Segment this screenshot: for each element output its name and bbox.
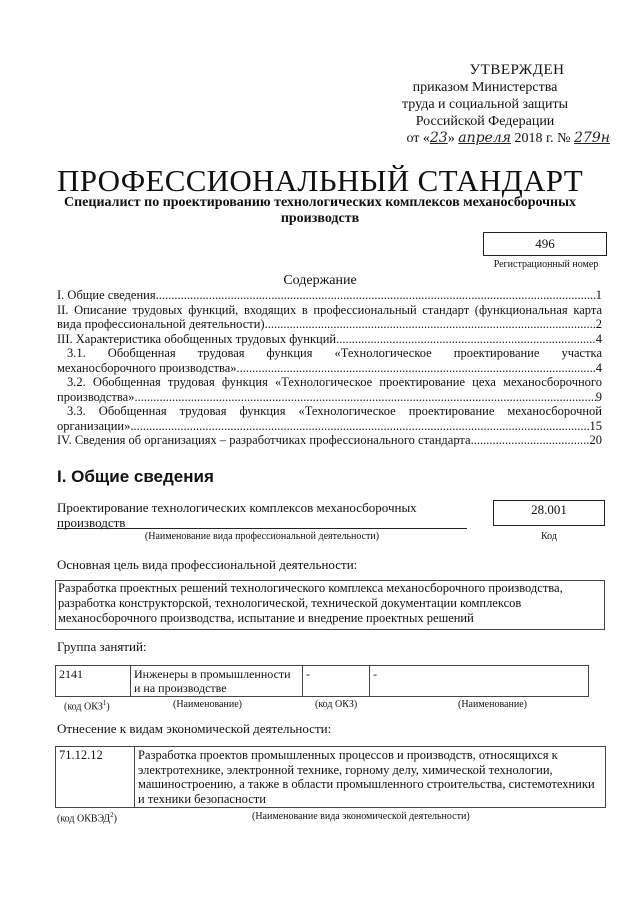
toc-item-label: вида профессиональной деятельности) <box>57 317 265 331</box>
toc-item-page: 15 <box>589 418 602 433</box>
toc-item[interactable] <box>57 288 602 303</box>
toc-item-label: 3.2. Обобщенная трудовая функция «Технологическое проектирование цеха механосборочного <box>67 375 602 389</box>
okz-caption: (код ОКЗ$^1$) <box>64 699 110 713</box>
toc-item-label: 3.3. Обобщенная трудовая функция «Технологическое проектирование механосборочной <box>67 404 602 418</box>
approval-block <box>360 62 610 147</box>
okved-code-caption: (код ОКВЭД$^2$) <box>57 811 117 825</box>
registration-label: Регистрационный номер <box>493 259 599 270</box>
toc-item-label: II. Описание трудовых функций, входящих в профессиональный стандарт (функциональная карта <box>57 302 602 317</box>
toc-item-label: организации» <box>57 418 131 433</box>
approval-title: УТВЕРЖДЕН <box>469 62 565 78</box>
okz-name-cell: - <box>370 666 589 697</box>
toc-item-label: механосборочного производства» <box>57 360 237 375</box>
group-label: Группа занятий: <box>57 639 147 654</box>
toc-item-label: производства» <box>57 389 135 404</box>
date-year: 2018 г. № <box>511 131 575 146</box>
toc-leader <box>265 317 596 332</box>
okved-name-cell: Разработка проектов промышленных процессов и производств, относящихся к электротехнике, электронной технике, горному делу, химической технологии, машиностроению, а также в области промышленного строительства, системотехники и техники безопасности <box>135 747 606 808</box>
okz-caption: (код ОКЗ) <box>315 699 358 710</box>
table-of-contents <box>57 288 602 448</box>
toc-item[interactable] <box>57 375 602 404</box>
activity-code-caption: Код <box>541 531 557 542</box>
toc-leader <box>134 390 595 405</box>
occupation-group-table <box>55 665 589 697</box>
date-month: апреля <box>458 130 512 146</box>
toc-item[interactable] <box>57 303 602 332</box>
toc-heading: Содержание <box>283 273 357 288</box>
activity-kind-caption: (Наименование вида профессиональной деятельности) <box>144 531 380 542</box>
name-caption: (Наименование) <box>458 699 527 710</box>
date-day: 23 <box>429 130 448 146</box>
okved-label: Отнесение к видам экономической деятельности: <box>57 721 332 736</box>
footnote-mark: 1 <box>102 699 107 707</box>
document-title: ПРОФЕССИОНАЛЬНЫЙ СТАНДАРТ <box>57 163 583 198</box>
okz-caption-text: (код ОКЗ <box>64 701 103 713</box>
okz-code-cell: 2141 <box>56 666 131 697</box>
footnote-mark: 2 <box>110 811 114 819</box>
okz-name-cell: Инженеры в промышленности и на производстве <box>131 666 303 697</box>
toc-leader <box>336 332 596 347</box>
toc-item-page: 4 <box>595 360 602 375</box>
approval-line: труда и социальной защиты <box>402 97 568 112</box>
toc-item[interactable] <box>57 332 602 347</box>
toc-item-page: 2 <box>595 317 602 331</box>
section-heading: I. Общие сведения <box>57 467 214 486</box>
toc-item-page: 1 <box>595 288 602 302</box>
date-mid: » <box>447 131 459 146</box>
toc-item-page: 20 <box>589 433 602 447</box>
toc-item-label: IV. Сведения об организациях – разработчиках профессионального стандарта <box>57 433 471 447</box>
okved-name-caption: (Наименование вида экономической деятельности) <box>252 811 470 822</box>
approval-date <box>360 130 610 147</box>
approval-line: Российской Федерации <box>415 114 555 129</box>
goal-text: Разработка проектных решений технологического комплекса механосборочного производства, разработка конструкторской, технологической, технической документации комплексов механосборочного производства, испытание и внедрение проектных решений <box>55 580 605 630</box>
toc-item-label: III. Характеристика обобщенных трудовых функций <box>57 331 337 346</box>
toc-leader <box>130 419 589 434</box>
toc-item[interactable] <box>57 346 602 375</box>
toc-item[interactable] <box>57 404 602 433</box>
toc-leader <box>156 288 596 303</box>
toc-item-label: 3.1. Обобщенная трудовая функция «Технологическое проектирование участка <box>67 346 602 360</box>
activity-kind-name: Проектирование технологических комплексов механосборочных производств <box>57 500 417 530</box>
okz-code-cell: - <box>303 666 370 697</box>
document-subtitle: Специалист по проектированию технологических комплексов механосборочных производств <box>63 195 577 226</box>
activity-code: 28.001 <box>493 500 605 526</box>
toc-item[interactable] <box>57 433 602 448</box>
okved-caption-text: (код ОКВЭД <box>57 813 111 825</box>
toc-item-label: I. Общие сведения <box>57 288 156 302</box>
toc-item-page: 4 <box>595 331 602 346</box>
toc-leader <box>237 361 596 376</box>
divider <box>57 528 467 529</box>
approval-line: приказом Министерства <box>412 80 558 95</box>
registration-number: 496 <box>483 232 607 256</box>
okved-code-cell: 71.12.12 <box>56 747 135 808</box>
toc-leader <box>471 433 590 448</box>
order-number: 279н <box>574 130 610 146</box>
goal-label: Основная цель вида профессиональной деятельности: <box>57 557 358 572</box>
name-caption: (Наименование) <box>173 699 242 710</box>
okved-table <box>55 746 606 808</box>
toc-item-page: 9 <box>595 389 602 404</box>
date-prefix: от « <box>406 131 430 146</box>
